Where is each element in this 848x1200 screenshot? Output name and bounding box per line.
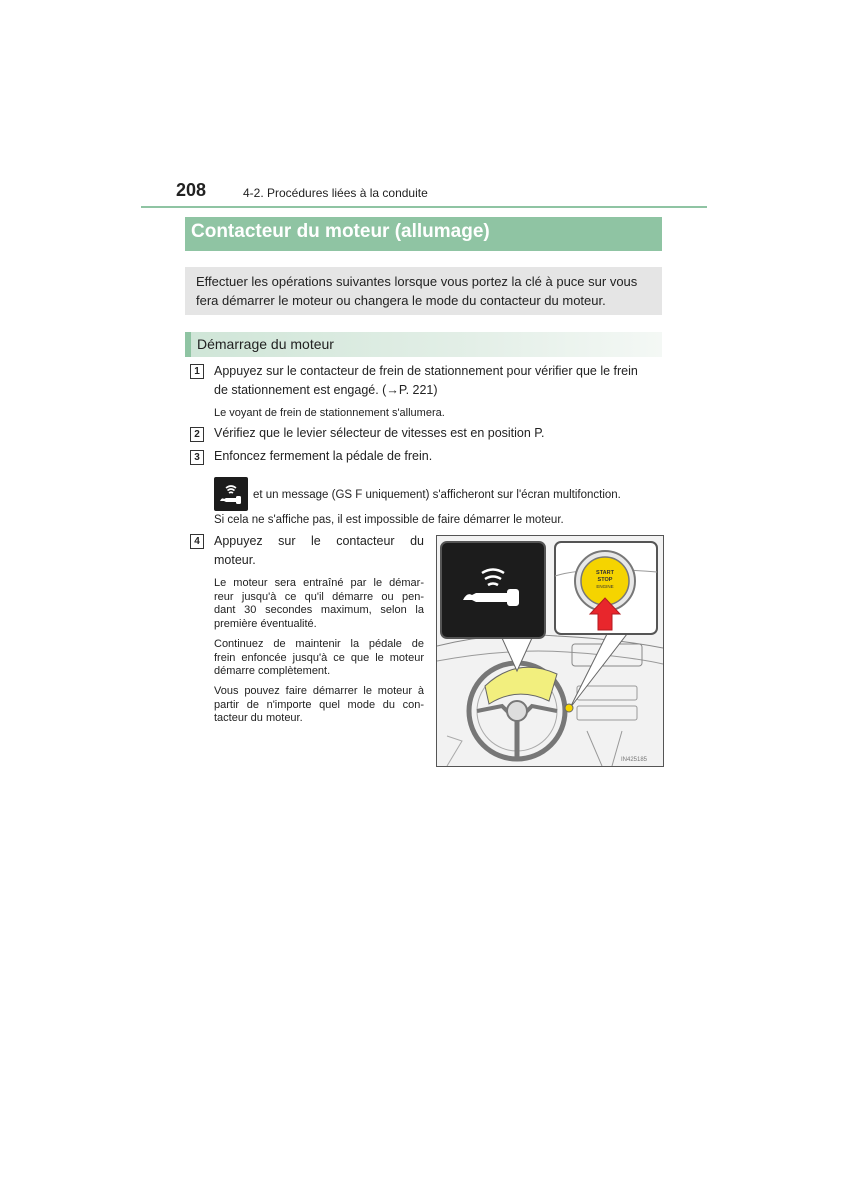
- step-number-1: 1: [190, 364, 204, 379]
- step-4-text: [214, 532, 424, 570]
- intro-text: Effectuer les opérations suivantes lorsque vous portez la clé à puce sur vous fera démarrer le moteur ou changera le mode du contacteur du moteur.: [196, 274, 638, 308]
- step-4-note-2-line-3: démarre complètement.: [214, 665, 331, 677]
- title-bar: [185, 217, 662, 251]
- chapter-title: 4-2. Procédures liées à la conduite: [243, 186, 428, 200]
- step-4-note-1-line-4: première éventualité.: [214, 617, 317, 630]
- section-header: [185, 332, 662, 357]
- page-number: 208: [176, 180, 207, 200]
- step-3-icon-note: et un message (GS F uniquement) s'afficheront sur l'écran multifonction.: [253, 489, 621, 501]
- step-4-note-3-line-2: partir de n'importe quel mode du con-: [214, 698, 424, 711]
- intro-box: [185, 267, 662, 315]
- section-title: Démarrage du moteur: [197, 336, 334, 352]
- section-accent: [185, 332, 191, 357]
- figure-code: IN425185: [621, 757, 648, 763]
- step-4-note-2-line-2: frein enfoncée jusqu'à ce que le moteur: [214, 651, 424, 664]
- step-3-text: Enfoncez fermement la pédale de frein.: [214, 449, 433, 463]
- button-label-engine: ENGINE: [596, 584, 614, 589]
- step-4-note-1-line-3: dant 30 secondes maximum, selon la: [214, 604, 424, 616]
- step-4-note-2-line-1: Continuez de maintenir la pédale de: [214, 638, 424, 650]
- step-1-line-1: Appuyez sur le contacteur de frein de stationnement pour vérifier que le frein: [214, 364, 638, 378]
- step-4-note-1-line-2: reur jusqu'à ce qu'il démarre ou pen-: [214, 590, 424, 603]
- step-4-line-1: Appuyez sur le contacteur du: [214, 534, 424, 548]
- step-number-2: 2: [190, 427, 204, 442]
- step-4-note-2: [214, 638, 424, 679]
- step-1-line-2: de stationnement est engagé. (→P. 221): [214, 383, 438, 397]
- step-4-note-3-line-3: tacteur du moteur.: [214, 712, 303, 724]
- header-rule: [141, 206, 707, 208]
- step-1-text: [214, 362, 664, 400]
- dashboard-drawing: [437, 536, 663, 766]
- button-label-stop: STOP: [597, 577, 613, 583]
- dashboard-illustration: [436, 535, 664, 767]
- step-4-note-1: [214, 577, 424, 631]
- step-1-note: Le voyant de frein de stationnement s'allumera.: [214, 407, 445, 419]
- step-4-note-3: [214, 685, 424, 726]
- key-with-signal-icon: [214, 477, 248, 511]
- step-number-3: 3: [190, 450, 204, 465]
- page-title: Contacteur du moteur (allumage): [191, 221, 490, 242]
- step-4-line-2: moteur.: [214, 553, 256, 567]
- button-label-start: START: [596, 570, 614, 576]
- step-number-4: 4: [190, 534, 204, 549]
- step-2-text: Vérifiez que le levier sélecteur de vitesses est en position P.: [214, 426, 545, 440]
- step-4-note-1-line-1: Le moteur sera entraîné par le démar-: [214, 577, 424, 589]
- step-4-note-3-line-1: Vous pouvez faire démarrer le moteur à: [214, 685, 424, 697]
- step-3-note: Si cela ne s'affiche pas, il est impossible de faire démarrer le moteur.: [214, 514, 564, 526]
